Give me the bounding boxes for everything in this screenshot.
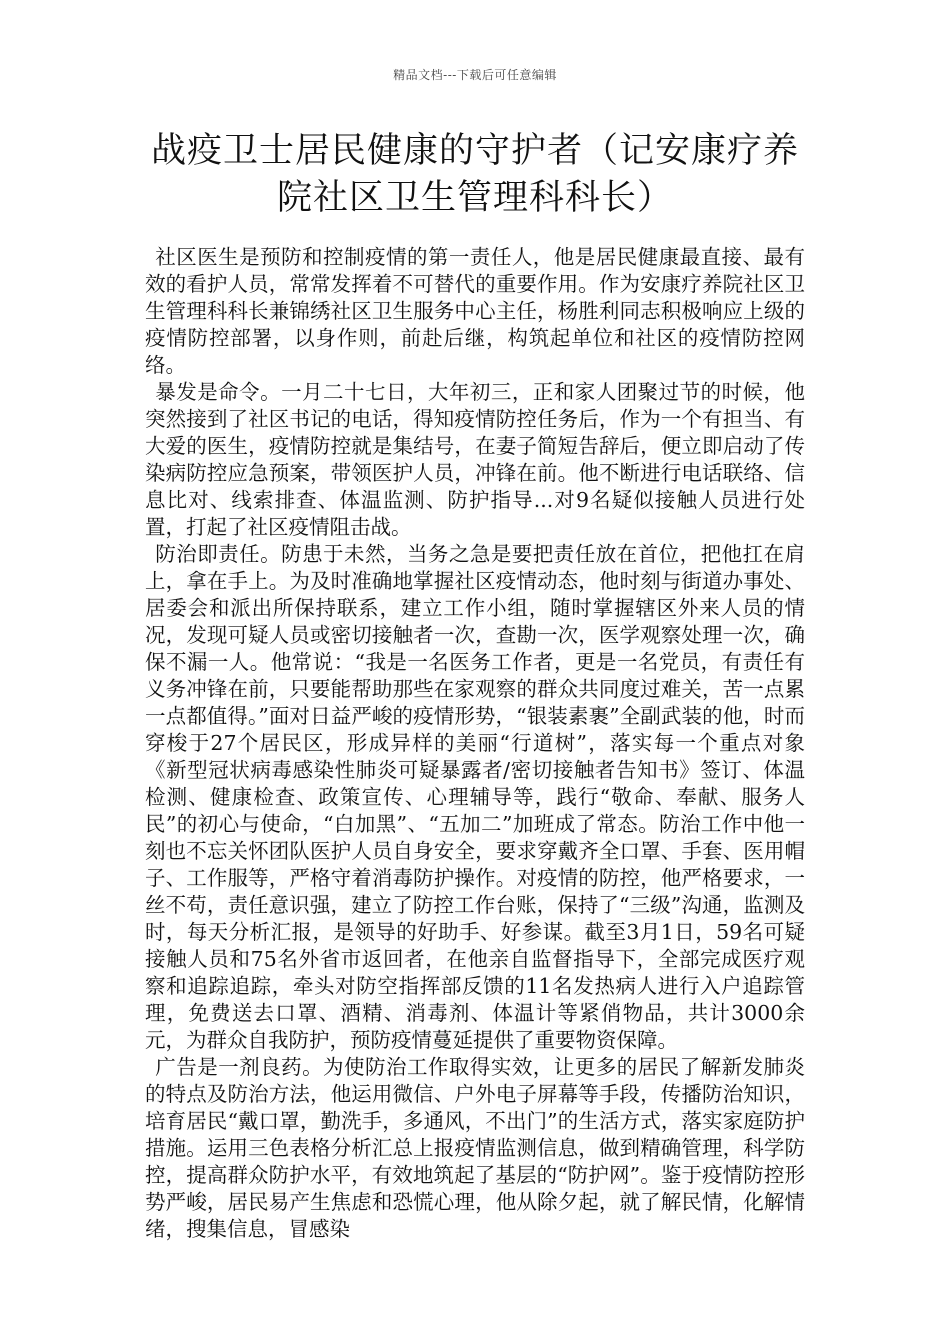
document-title [80, 128, 870, 222]
paragraph-responsibility: 防治即责任。防患于未然，当务之急是要把责任放在首位，把他扛在肩上，拿在手上。为及时准确地掌握社区疫情动态，他时刻与街道办事处、居委会和派出所保持联系，建立工作小组，随时掌握辖区外来人员的情况，发现可疑人员或密切接触者一次，查勘一次，医学观察处理一次，确保不漏一人。他常说：“我是一名医务工作者，更是一名党员，有责任有义务冲锋在前，只要能帮助那些在家观察的群众共同度过难关，苦一点累一点都值得。”面对日益严峻的疫情形势，“银装素裹”全副武装的他，时而穿梭于27个居民区，形成异样的美丽“行道树”，落实每一个重点对象《新型冠状病毒感染性肺炎可疑暴露者/密切接触者告知书》签订、体温检测、健康检查、政策宣传、心理辅导等，践行“敬命、奉献、服务人民”的初心与使命，“白加黑”、“五加二”加班成了常态。防治工作中他一刻也不忘关怀团队医护人员自身安全，要求穿戴齐全口罩、手套、医用帽子、工作服等，严格守着消毒防护操作。对疫情的防控，他严格要求，一丝不苟，责任意识强，建立了防控工作台账，保持了“三级”沟通，监测及时，每天分析汇报，是领导的好助手、好参谋。截至3月1日，59名可疑接触人员和75名外省市返回者，在他亲自监督指导下，全部完成医疗观察和追踪追踪，牵头对防空指挥部反馈的11名发热病人进行入户追踪管理，免费送去口罩、酒精、消毒剂、体温计等紧俏物品，共计3000余元，为群众自我防护，预防疫情蔓延提供了重要物资保障。 [145, 542, 805, 1052]
paragraph-outbreak: 暴发是命令。一月二十七日，大年初三，正和家人团聚过节的时候，他突然接到了社区书记的电话，得知疫情防控任务后，作为一个有担当、有大爱的医生，疫情防控就是集结号，在妻子简短告辞后，便立即启动了传染病防控应急预案，带领医护人员，冲锋在前。他不断进行电话联络、信息比对、线索排查、体温监测、防护指导...对9名疑似接触人员进行处置，打起了社区疫情阻击战。 [145, 380, 805, 539]
title-line-1: 战疫卫士居民健康的守护者（记安康疗养 [150, 131, 799, 171]
paragraph-publicity: 广告是一剂良药。为使防治工作取得实效，让更多的居民了解新发肺炎的特点及防治方法，他运用微信、户外电子屏幕等手段，传播防治知识，培育居民“戴口罩，勤洗手，多通风，不出门”的生活方式，落实家庭防护措施。运用三色表格分析汇总上报疫情监测信息，做到精确管理，科学防控，提高群众防护水平，有效地筑起了基层的“防护网”。鉴于疫情防控形势严峻，居民易产生焦虑和恐慌心理，他从除夕起，就了解民情，化解情绪，搜集信息，冒感染 [145, 1055, 805, 1241]
title-line-2: 院社区卫生管理科科长） [276, 178, 673, 218]
page-header: 精品文档---下载后可任意编辑 [393, 68, 557, 82]
paragraph-intro: 社区医生是预防和控制疫情的第一责任人，他是居民健康最直接、最有效的看护人员，常常发挥着不可替代的重要作用。作为安康疗养院社区卫生管理科科长兼锦绣社区卫生服务中心主任，杨胜利同志积极响应上级的疫情防控部署，以身作则，前赴后继，构筑起单位和社区的疫情防控网络。 [145, 245, 805, 377]
article-body [145, 244, 805, 1243]
